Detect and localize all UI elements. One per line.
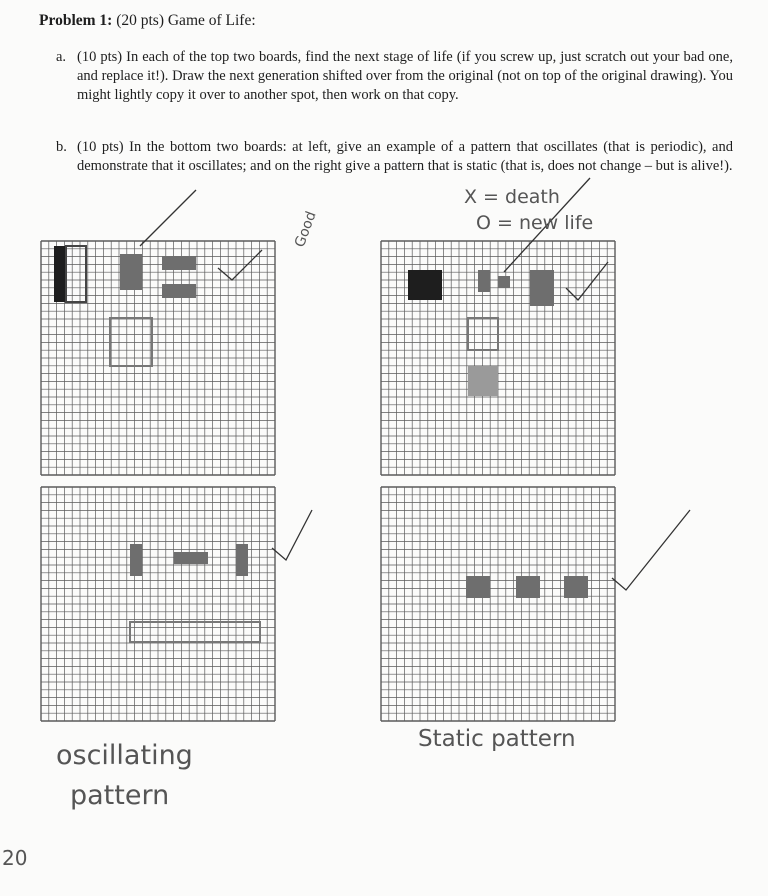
grader-comment: Good [292,209,320,250]
part-a-text: (10 pts) In each of the top two boards, find the next stage of life (if you screw up, just scratch out your bad one, and replace it!). Draw the next generation shifted over from the original (not on top of the original drawing). You might lightly copy it over to another spot, then work on that copy. [77,49,733,103]
check-mark [272,510,312,560]
static-label: Static pattern [418,726,576,752]
legend-new-life: O = new life [476,212,594,234]
part-b-label: b. [56,139,67,155]
part-b-text: (10 pts) In the bottom two boards: at left, give an example of a pattern that oscillates (that is periodic), and demonstrate that it oscillates; and on the right give a pattern that is static (that is, does not change – but is alive!). [77,139,733,174]
problem-points: (20 pts) Game of Life: [116,12,256,29]
pointer-line [140,190,196,246]
check-mark [612,510,690,590]
legend-death: X = death [464,186,560,208]
check-mark [566,262,608,300]
part-a-label: a. [56,49,67,65]
oscillating-label: oscillating [56,740,193,771]
score: 20 [2,846,28,870]
problem-number: Problem 1: [39,12,113,29]
oscillating-label-pattern: pattern [70,780,170,811]
check-mark [218,250,262,280]
